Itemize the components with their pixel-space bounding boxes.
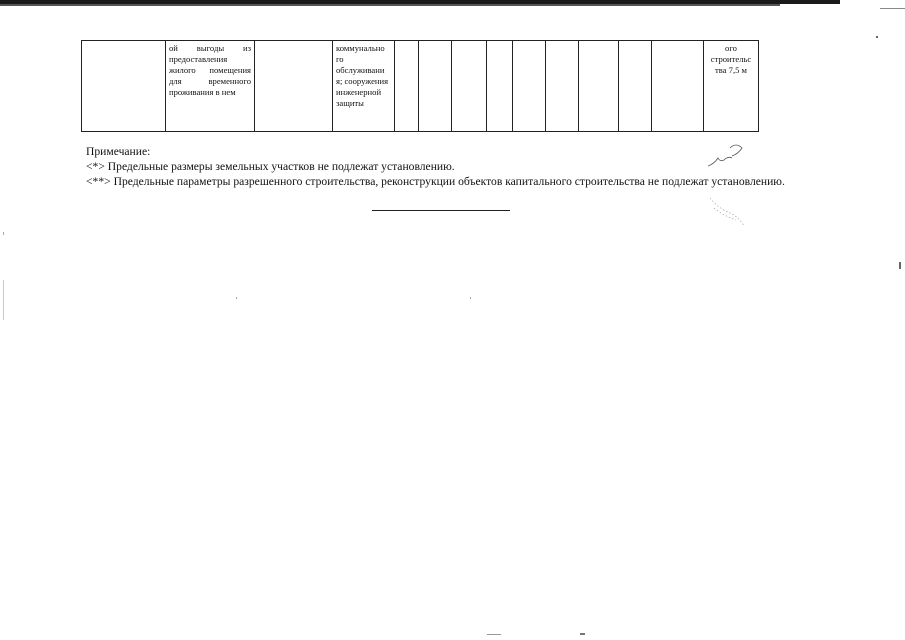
table-cell xyxy=(513,41,546,132)
table-cell xyxy=(255,41,333,132)
scan-speck xyxy=(899,262,901,269)
table-cell xyxy=(419,41,452,132)
zoning-table-fragment xyxy=(81,40,759,132)
table-cell xyxy=(579,41,619,132)
scan-speck xyxy=(3,280,4,320)
table-cell xyxy=(82,41,166,132)
scan-speck xyxy=(236,297,237,299)
table-cell xyxy=(395,41,419,132)
end-rule xyxy=(372,210,510,211)
scan-speck xyxy=(3,232,4,235)
signature-mark xyxy=(700,138,760,258)
note-block xyxy=(86,144,798,189)
note-title: Примечание: xyxy=(86,145,151,158)
table-cell-use-description: ой выгоды из предоставления жилого помещения для временного проживания в нем xyxy=(166,41,255,132)
note-line-1: <*> Предельные размеры земельных участков не подлежат установлению. xyxy=(86,160,455,173)
table-row xyxy=(82,41,759,132)
scan-speck xyxy=(580,633,585,635)
scan-top-edge-shadow xyxy=(0,4,780,6)
scan-speck xyxy=(880,8,905,9)
scan-speck xyxy=(470,297,471,299)
scan-speck xyxy=(487,634,501,635)
table-cell xyxy=(619,41,652,132)
table-cell xyxy=(652,41,704,132)
table-cell-utility-services: коммунально го обслуживани я; сооружения инженерной защиты xyxy=(333,41,395,132)
scan-speck xyxy=(876,36,878,38)
note-line-2: <**> Предельные параметры разрешенного строительства, реконструкции объектов капитального строительства не подлежат установлению. xyxy=(86,175,785,188)
table-cell xyxy=(487,41,513,132)
table-cell xyxy=(452,41,487,132)
table-cell-height-limit: ого строительс тва 7,5 м xyxy=(704,41,759,132)
table-cell xyxy=(546,41,579,132)
